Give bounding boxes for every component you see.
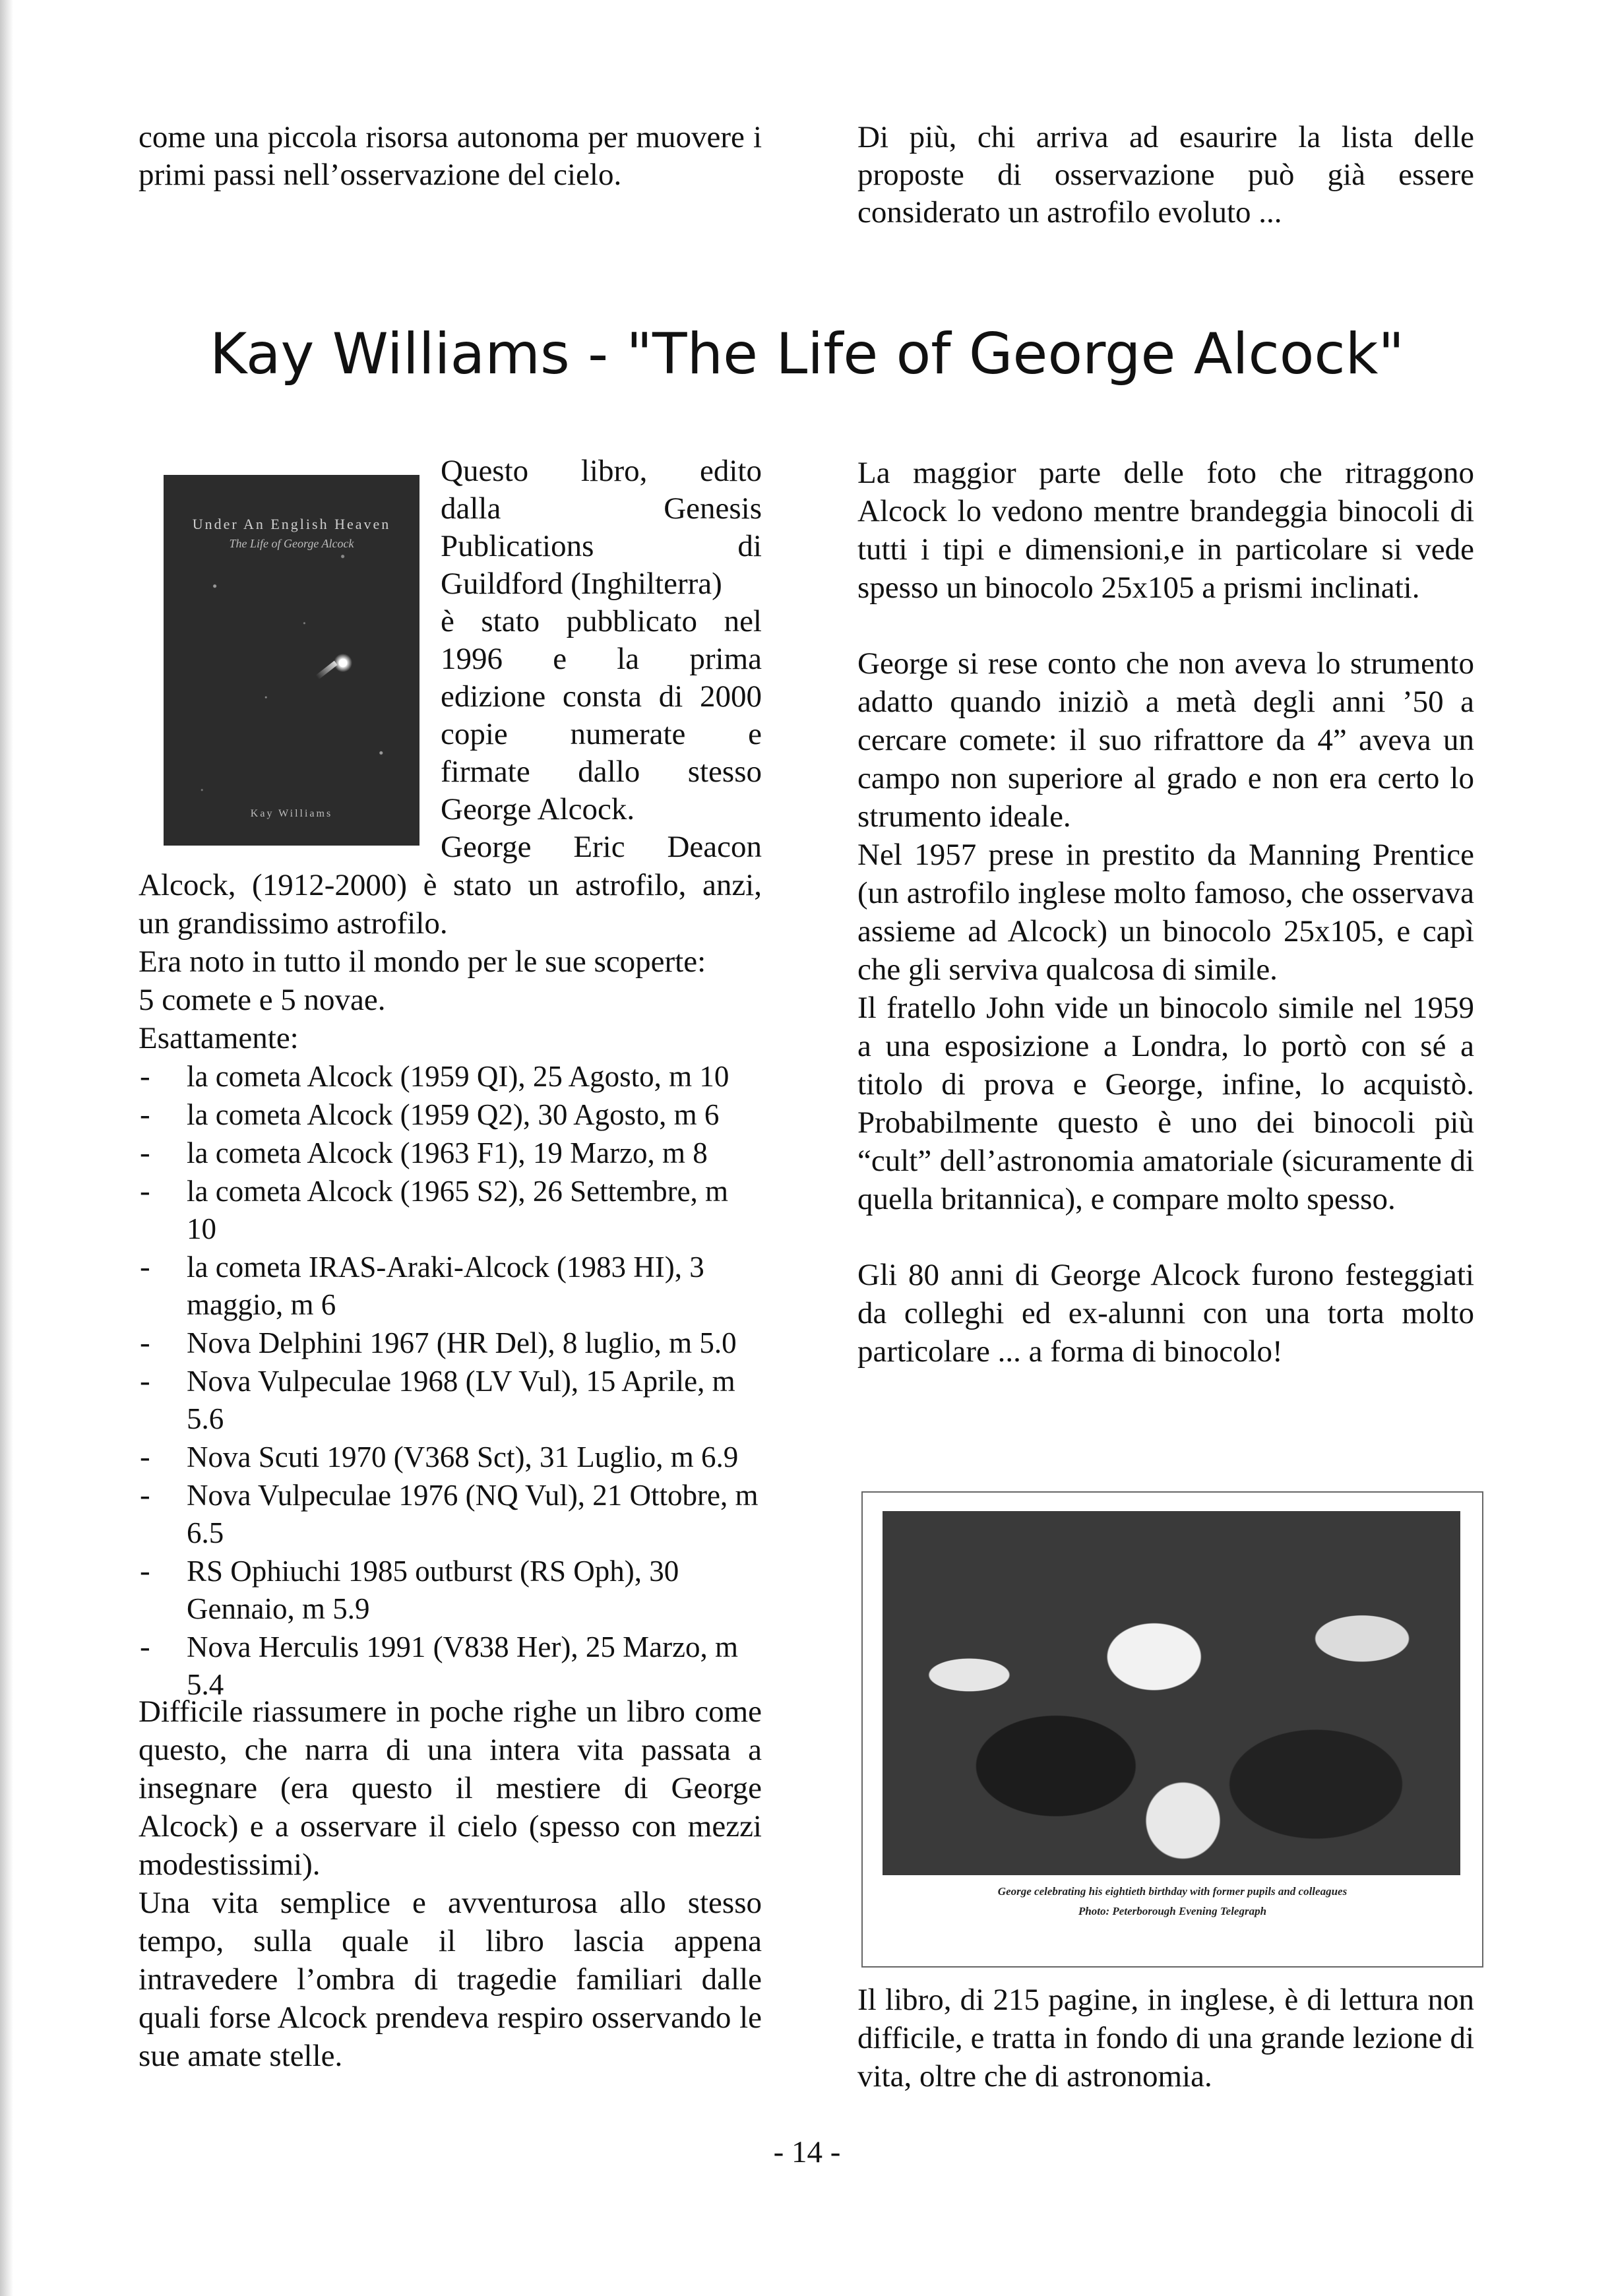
discovery-list-item: la cometa IRAS-Araki-Alcock (1983 HI), 3 maggio, m 6 bbox=[187, 1251, 704, 1321]
discovery-list-item: la cometa Alcock (1963 F1), 19 Marzo, m 8 bbox=[187, 1136, 708, 1169]
birthday-photo-frame bbox=[861, 1491, 1483, 1968]
body-line: Era noto in tutto il mondo per le sue scoperte: bbox=[139, 945, 706, 979]
list-dash: - bbox=[140, 1098, 150, 1132]
prentice-paragraph: Nel 1957 prese in prestito da Manning Prentice (un astrofilo inglese molto famoso, che osservava assieme ad Alcock) un binocolo 25x105, e capì che gli serviva qualcosa di simile. bbox=[857, 838, 1474, 987]
photo-caption bbox=[863, 1882, 1482, 1921]
list-dash: - bbox=[140, 1364, 150, 1398]
wrap-line: George Alcock. bbox=[441, 792, 635, 826]
summary-paragraph: Una vita semplice e avventurosa allo stesso tempo, sulla quale il libro lascia appena intravedere l’ombra di tragedie familiari dalle quali forse Alcock prendeva respiro osservando le sue amate stelle. bbox=[139, 1886, 762, 2073]
wrap-line: dalla Genesis bbox=[441, 491, 762, 526]
discovery-list-item: Nova Herculis 1991 (V838 Her), 25 Marzo, m 5.4 bbox=[187, 1630, 739, 1701]
body-line: 5 comete e 5 novae. bbox=[139, 983, 386, 1017]
article-title: Kay Williams - "The Life of George Alcock" bbox=[209, 321, 1405, 387]
list-dash: - bbox=[140, 1059, 150, 1094]
binocular-paragraph: La maggior parte delle foto che ritraggono Alcock lo vedono mentre brandeggia binocoli di tutti i tipi e dimensioni,e in particolare si vede spesso un binocolo 25x105 a prismi inclinati. bbox=[857, 456, 1474, 605]
book-cover-author: Kay Williams bbox=[250, 808, 333, 819]
wrap-line: firmate dallo stesso bbox=[441, 755, 762, 789]
list-dash: - bbox=[140, 1250, 150, 1284]
wrap-line: 1996 e la prima bbox=[441, 642, 762, 676]
book-cover-title: Under An English Heaven bbox=[192, 516, 391, 532]
list-dash: - bbox=[140, 1630, 150, 1664]
discovery-list-item: la cometa Alcock (1959 Q2), 30 Agosto, m 6 bbox=[187, 1098, 720, 1131]
birthday-photo bbox=[883, 1511, 1460, 1875]
book-cover-image bbox=[164, 475, 419, 846]
discovery-list-item: Nova Vulpeculae 1968 (LV Vul), 15 Aprile, m 5.6 bbox=[187, 1365, 735, 1435]
list-dash: - bbox=[140, 1174, 150, 1208]
discovery-list-item: la cometa Alcock (1959 QI), 25 Agosto, m 10 bbox=[187, 1060, 729, 1093]
intro-right-paragraph: Di più, chi arriva ad esaurire la lista delle proposte di osservazione può già essere considerato un astrofilo evoluto ... bbox=[857, 120, 1474, 230]
summary-paragraph: Difficile riassumere in poche righe un libro come questo, che narra di una intera vita passata a insegnare (era questo il mestiere di George Alcock) e a osservare il cielo (spesso con mezzi modestissimi). bbox=[139, 1694, 762, 1882]
discovery-list-item: Nova Delphini 1967 (HR Del), 8 luglio, m 5.0 bbox=[187, 1326, 737, 1359]
closing-paragraph: Il libro, di 215 pagine, in inglese, è di lettura non difficile, e tratta in fondo di una grande lezione di vita, oltre che di astronomia. bbox=[857, 1983, 1474, 2094]
instrument-paragraph: George si rese conto che non aveva lo strumento adatto quando iniziò a metà degli anni ’50 a cercare comete: il suo rifrattore da 4” aveva un campo non superiore al grado e non era certo lo strumento ideale. bbox=[857, 646, 1474, 834]
photo-caption-line: George celebrating his eightieth birthday with former pupils and colleagues bbox=[997, 1885, 1348, 1898]
birthday-paragraph: Gli 80 anni di George Alcock furono festeggiati da colleghi ed ex-alunni con una torta molto particolare ... a forma di binocolo! bbox=[857, 1258, 1474, 1369]
left-closing-text bbox=[139, 1692, 762, 2075]
wrap-line: Guildford (Inghilterra) bbox=[441, 567, 722, 601]
body-line: Alcock, (1912-2000) è stato un astrofilo, anzi, bbox=[139, 868, 762, 902]
comet-icon bbox=[333, 653, 353, 673]
john-paragraph: Il fratello John vide un binocolo simile nel 1959 a una esposizione a Londra, lo portò con sé a titolo di prova e George, infine, lo acquistò. Probabilmente questo è uno dei binocoli più “cult” dell’astronomia amatoriale (sicuramente di quella britannica), e compare molto spesso. bbox=[857, 991, 1474, 1216]
wrap-line: è stato pubblicato nel bbox=[441, 604, 762, 638]
discovery-list-item: la cometa Alcock (1965 S2), 26 Settembre, m 10 bbox=[187, 1175, 729, 1245]
list-dash: - bbox=[140, 1326, 150, 1360]
wrap-line: copie numerate e bbox=[441, 717, 762, 751]
wrap-line: edizione consta di 2000 bbox=[441, 679, 762, 714]
wrap-line: George Eric Deacon bbox=[441, 830, 762, 864]
page-number: - 14 - bbox=[773, 2135, 841, 2169]
discovery-list-item: Nova Scuti 1970 (V368 Sct), 31 Luglio, m 6.9 bbox=[187, 1441, 739, 1474]
right-column bbox=[857, 454, 1474, 1371]
wrap-line: Questo libro, edito bbox=[441, 454, 762, 488]
list-dash: - bbox=[140, 1478, 150, 1512]
wrap-line: Publications di bbox=[441, 529, 762, 563]
list-dash: - bbox=[140, 1554, 150, 1588]
discovery-list-item: RS Ophiuchi 1985 outburst (RS Oph), 30 Gennaio, m 5.9 bbox=[187, 1555, 679, 1625]
discovery-list-item: Nova Vulpeculae 1976 (NQ Vul), 21 Ottobre, m 6.5 bbox=[187, 1479, 759, 1549]
list-dash: - bbox=[140, 1136, 150, 1170]
intro-left-paragraph: come una piccola risorsa autonoma per muovere i primi passi nell’osservazione del cielo. bbox=[139, 120, 762, 192]
list-dash: - bbox=[140, 1440, 150, 1474]
body-line: un grandissimo astrofilo. bbox=[139, 906, 448, 941]
photo-credit-line: Photo: Peterborough Evening Telegraph bbox=[1078, 1905, 1267, 1917]
book-cover-subtitle: The Life of George Alcock bbox=[229, 537, 354, 550]
body-line: Esattamente: bbox=[139, 1021, 299, 1055]
